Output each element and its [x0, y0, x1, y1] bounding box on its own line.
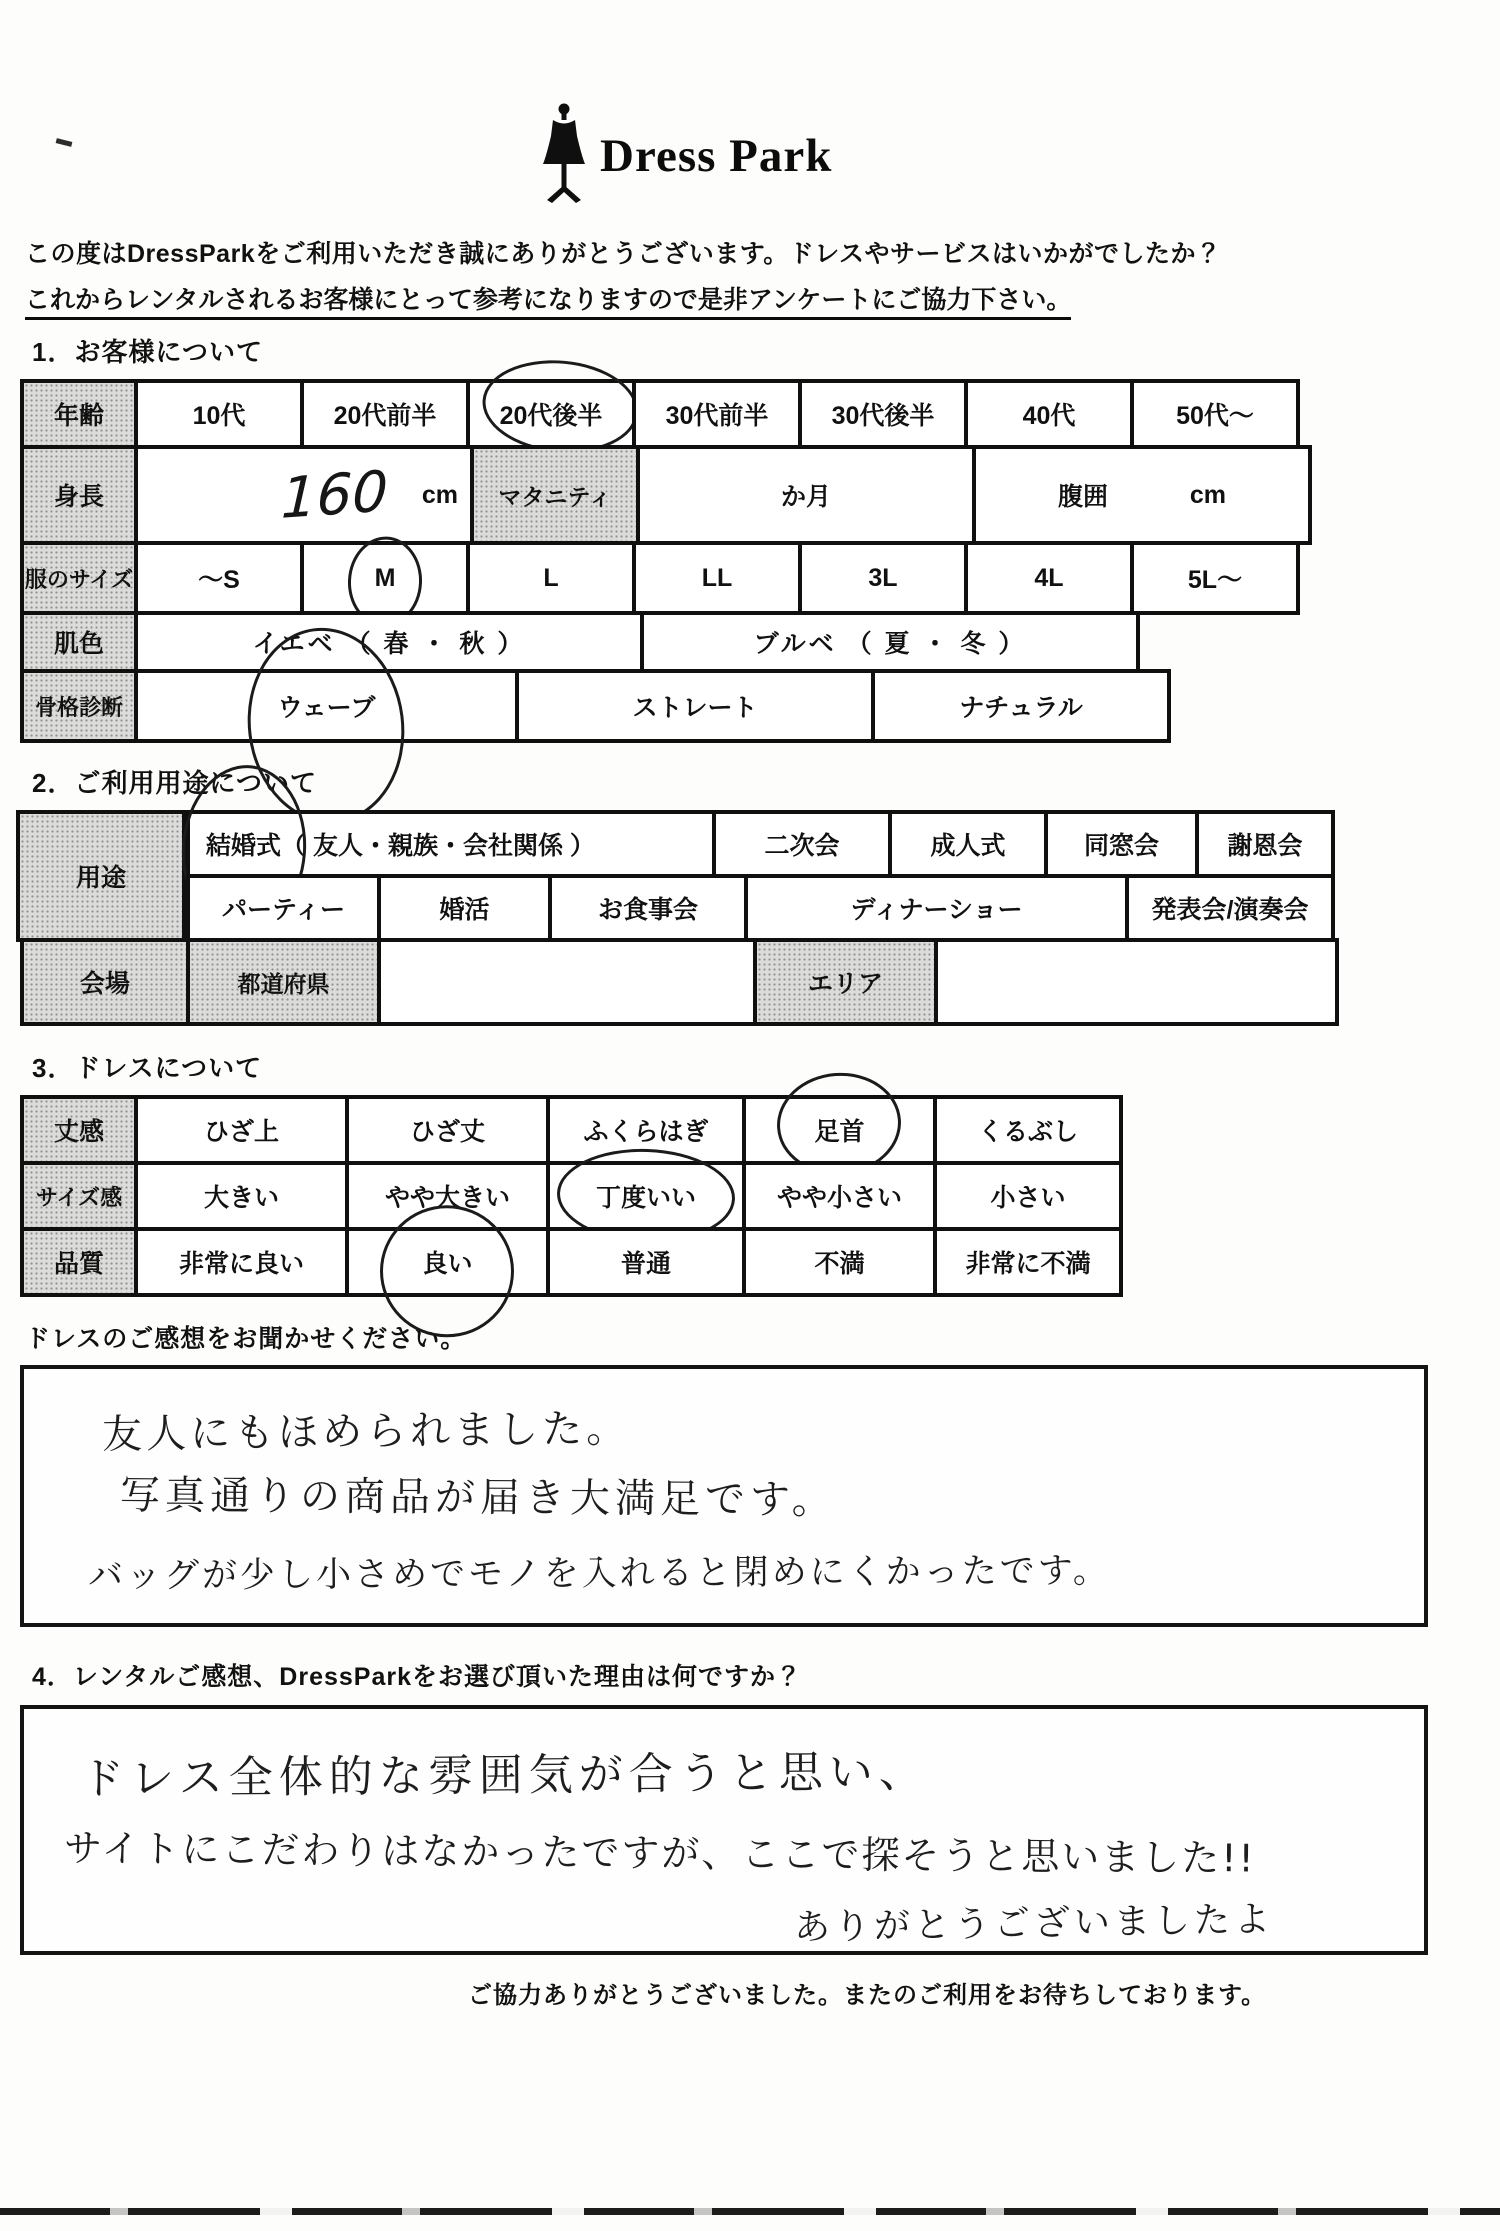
customer-table [20, 379, 1500, 743]
size-option: LL [632, 541, 802, 615]
purpose-label: 用途 [16, 810, 186, 942]
length-option: ひざ丈 [345, 1095, 550, 1165]
skeleton-row [20, 669, 1500, 743]
size-option: ～S [134, 541, 304, 615]
quality-row [20, 1227, 1500, 1297]
height-handwritten-value: 160 [279, 458, 389, 532]
skin-tone-label: 肌色 [20, 611, 138, 673]
quality-option: 非常に良い [134, 1227, 349, 1297]
fit-option: やや小さい [742, 1161, 937, 1231]
purpose-option-wedding: 結婚式 （ 友人・親族・会社関係 ） [186, 810, 716, 878]
venue-row [20, 938, 1500, 1026]
quality-label: 品質 [20, 1227, 138, 1297]
section1-title: 1．お客様について [32, 337, 263, 367]
purpose-row-1 [186, 810, 1335, 878]
length-row [20, 1095, 1500, 1165]
size-option: L [466, 541, 636, 615]
handwritten-line: 写真通りの商品が届き大満足です。 [119, 1472, 837, 1524]
size-option: 3L [798, 541, 968, 615]
quality-option: 普通 [546, 1227, 746, 1297]
handwritten-line: サイトにこだわりはなかったですが、ここで探そうと思いました!! [63, 1826, 1256, 1881]
fit-label: サイズ感 [20, 1161, 138, 1231]
age-row [20, 379, 1500, 449]
brand-name: Dress Park [600, 130, 833, 182]
size-row [20, 541, 1500, 615]
length-label: 丈感 [20, 1095, 138, 1165]
size-label: 服のサイズ [20, 541, 138, 615]
handwritten-line: ありがとうございましたよ [793, 1899, 1275, 1949]
purpose-option: 同窓会 [1044, 810, 1199, 878]
purpose-option: 謝恩会 [1195, 810, 1335, 878]
venue-prefecture-value [377, 938, 757, 1026]
intro-text: この度はDressParkをご利用いただき誠にありがとうございます。ドレスやサービスはいかがでしたか？ [25, 240, 1222, 268]
skeleton-option: ナチュラル [871, 669, 1171, 743]
age-option: 40代 [964, 379, 1134, 449]
dress-form-icon [538, 102, 590, 211]
intro-request-text: これからレンタルされるお客様にとって参考になりますので是非アンケートにご協力下さい。 [25, 280, 1500, 316]
purpose-option: 婚活 [377, 874, 552, 942]
skin-tone-row [20, 611, 1500, 673]
purpose-row-2 [186, 874, 1335, 942]
scanned-survey-page [0, 104, 1500, 2231]
height-value-cell [134, 445, 474, 545]
purpose-option: 成人式 [888, 810, 1048, 878]
maternity-label: マタニティ [470, 445, 640, 545]
footer-thanks-text: ご協力ありがとうございました。またのご利用をお待ちしております。 [468, 1982, 1267, 2009]
usage-table [20, 810, 1500, 942]
handwritten-line: バッグが少し小さめでモノを入れると閉めにくかったです。 [87, 1551, 1111, 1597]
size-option: 5L～ [1130, 541, 1300, 615]
height-unit: cm [421, 480, 458, 509]
length-option: くるぶし [933, 1095, 1123, 1165]
handwritten-line: 友人にもほめられました。 [101, 1405, 631, 1459]
reason-comment-box [20, 1705, 1428, 1955]
purpose-option: 二次会 [712, 810, 892, 878]
length-option: 足首 [742, 1095, 937, 1165]
purpose-option: パーティー [186, 874, 381, 942]
age-option: 30代前半 [632, 379, 802, 449]
waist-label: 腹囲 [1057, 483, 1108, 511]
section3-title: 3．ドレスについて [32, 1053, 263, 1083]
fit-option: やや大きい [345, 1161, 550, 1231]
skeleton-option: ウェーブ [134, 669, 519, 743]
maternity-months-cell: か月 [636, 445, 976, 545]
skeleton-label: 骨格診断 [20, 669, 138, 743]
venue-area-value [934, 938, 1339, 1026]
skin-tone-option: イエベ （ 春 ・ 秋 ） [134, 611, 644, 673]
purpose-option: お食事会 [548, 874, 748, 942]
fit-option: 大きい [134, 1161, 349, 1231]
handwritten-line: ドレス全体的な雰囲気が合うと思い、 [79, 1746, 929, 1805]
skeleton-option: ストレート [515, 669, 875, 743]
scan-artifact [56, 138, 73, 147]
age-option: 20代後半 [466, 379, 636, 449]
quality-option: 非常に不満 [933, 1227, 1123, 1297]
length-option: ひざ上 [134, 1095, 349, 1165]
venue-label: 会場 [20, 938, 190, 1026]
fit-option: 丁度いい [546, 1161, 746, 1231]
height-label: 身長 [20, 445, 138, 545]
age-option: 20代前半 [300, 379, 470, 449]
waist-unit: cm [1189, 480, 1227, 509]
venue-table [20, 938, 1500, 1026]
size-option: M [300, 541, 470, 615]
quality-option: 良い [345, 1227, 550, 1297]
brand-logo [538, 104, 1500, 208]
fit-option: 小さい [933, 1161, 1123, 1231]
feedback-title: ドレスのご感想をお聞かせください。 [25, 1325, 467, 1353]
quality-option: 不満 [742, 1227, 937, 1297]
age-option: 30代後半 [798, 379, 968, 449]
length-option: ふくらはぎ [546, 1095, 746, 1165]
skin-tone-option: ブルベ （ 夏 ・ 冬 ） [640, 611, 1140, 673]
section2-title: 2．ご利用用途について [32, 768, 317, 798]
feedback-comment-box [20, 1365, 1428, 1627]
venue-prefecture-label: 都道府県 [186, 938, 381, 1026]
wedding-note: （ 友人・親族・会社関係 ） [281, 832, 595, 860]
purpose-option: 発表会/演奏会 [1125, 874, 1335, 942]
waist-cell [972, 445, 1312, 545]
purpose-option: ディナーショー [744, 874, 1129, 942]
height-row [20, 445, 1500, 545]
section4-title: 4．レンタルご感想、DressParkをお選び頂いた理由は何ですか？ [32, 1663, 802, 1691]
size-option: 4L [964, 541, 1134, 615]
scan-artifact-line [0, 2208, 1500, 2215]
age-label: 年齢 [20, 379, 138, 449]
fit-row [20, 1161, 1500, 1231]
age-option: 10代 [134, 379, 304, 449]
venue-area-label: エリア [753, 938, 938, 1026]
dress-table [20, 1095, 1500, 1297]
age-option: 50代～ [1130, 379, 1300, 449]
